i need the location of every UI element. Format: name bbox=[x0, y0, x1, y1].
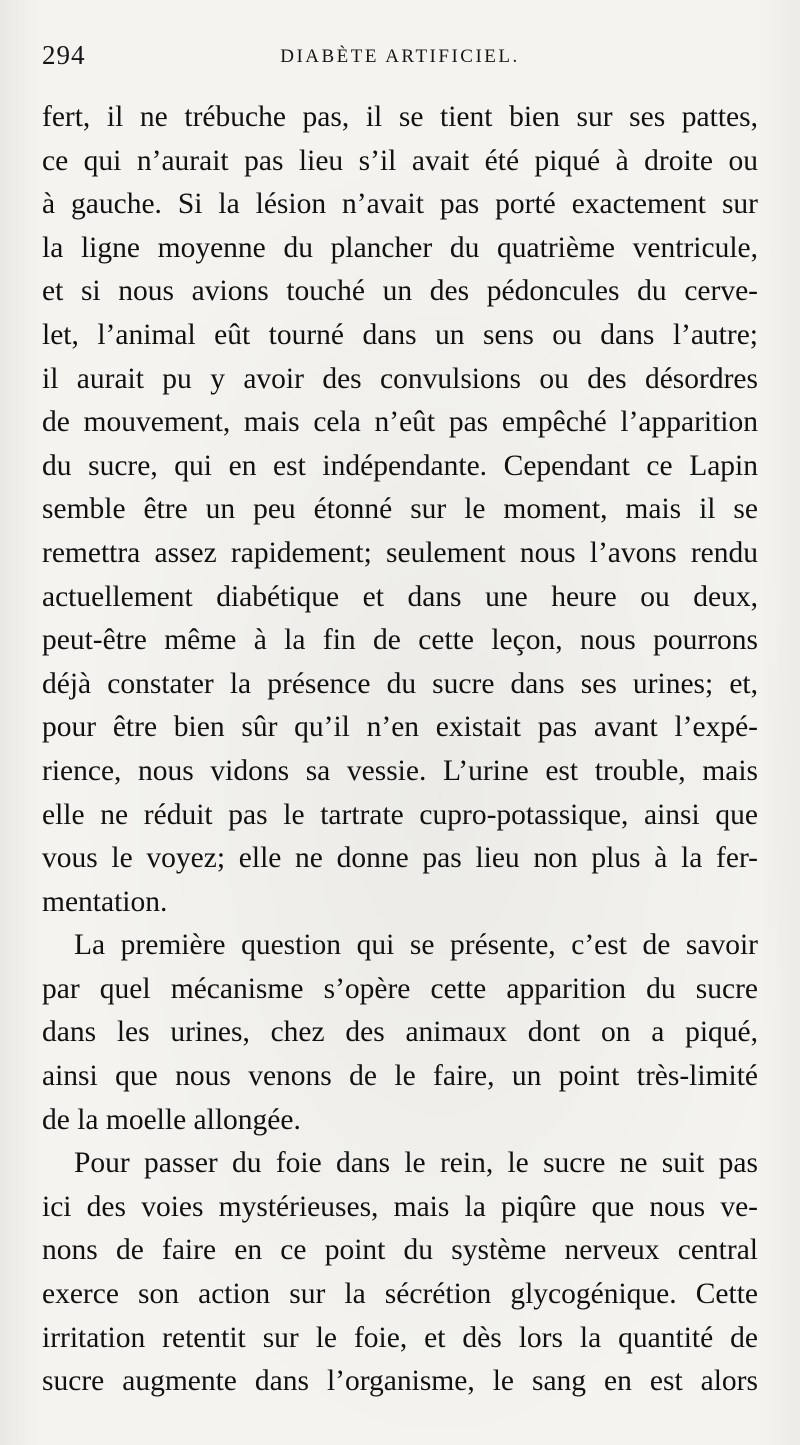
text-line: let, l’animal eût tourné dans un sens ou dans l’autre; bbox=[42, 318, 758, 351]
text-line: elle ne réduit pas le tartrate cupro-potassique, ainsi que bbox=[42, 798, 758, 831]
text-line: pour être bien sûr qu’il n’en existait pas avant l’expé- bbox=[42, 711, 758, 744]
text-line: de mouvement, mais cela n’eût pas empêché l’apparition bbox=[42, 406, 758, 439]
text-line: par quel mécanisme s’opère cette apparition du sucre bbox=[42, 972, 758, 1005]
text-line: irritation retentit sur le foie, et dès lors la quantité de bbox=[42, 1321, 758, 1354]
text-line: actuellement diabétique et dans une heure ou deux, bbox=[42, 580, 758, 613]
text-line: mentation. bbox=[42, 885, 168, 918]
text-line: exerce son action sur la sécrétion glycogénique. Cette bbox=[42, 1278, 758, 1311]
text-line: ce qui n’aurait pas lieu s’il avait été piqué à droite ou bbox=[42, 144, 758, 177]
page-number: 294 bbox=[42, 40, 86, 70]
text-line: fert, il ne trébuche pas, il se tient bien sur ses pattes, bbox=[42, 101, 758, 133]
paragraph-2 bbox=[42, 924, 758, 1142]
page-header bbox=[42, 40, 758, 76]
text-line: du sucre, qui en est indépendante. Cependant ce Lapin bbox=[42, 449, 758, 482]
paragraph-1 bbox=[42, 96, 758, 924]
text-line: la ligne moyenne du plancher du quatrième ventricule, bbox=[42, 231, 758, 264]
text-line: il aurait pu y avoir des convulsions ou des désordres bbox=[42, 362, 758, 395]
text-line: dans les urines, chez des animaux dont on a piqué, bbox=[42, 1016, 758, 1049]
body-text bbox=[42, 96, 758, 1404]
text-line: nons de faire en ce point du système nerveux central bbox=[42, 1234, 758, 1267]
text-line: rience, nous vidons sa vessie. L’urine est trouble, mais bbox=[42, 754, 758, 787]
text-line: sucre augmente dans l’organisme, le sang en est alors bbox=[42, 1365, 758, 1398]
text-line: La première question qui se présente, c’est de savoir bbox=[74, 929, 758, 962]
paragraph-3 bbox=[42, 1142, 758, 1404]
text-line: semble être un peu étonné sur le moment, mais il se bbox=[42, 493, 758, 526]
text-line: de la moelle allongée. bbox=[42, 1103, 301, 1136]
text-line: à gauche. Si la lésion n’avait pas porté exactement sur bbox=[42, 188, 758, 221]
text-line: Pour passer du foie dans le rein, le sucre ne suit pas bbox=[74, 1147, 758, 1180]
text-line: et si nous avions touché un des pédoncules du cerve- bbox=[42, 275, 758, 308]
text-line: vous le voyez; elle ne donne pas lieu non plus à la fer- bbox=[42, 842, 758, 875]
text-line: remettra assez rapidement; seulement nous l’avons rendu bbox=[42, 536, 758, 569]
text-line: ici des voies mystérieuses, mais la piqûre que nous ve- bbox=[42, 1190, 758, 1223]
text-line: déjà constater la présence du sucre dans ses urines; et, bbox=[42, 667, 758, 700]
running-title: DIABÈTE ARTIFICIEL. bbox=[280, 46, 520, 67]
text-line: peut-être même à la fin de cette leçon, nous pourrons bbox=[42, 624, 758, 657]
text-line: ainsi que nous venons de le faire, un point très-limité bbox=[42, 1060, 758, 1093]
